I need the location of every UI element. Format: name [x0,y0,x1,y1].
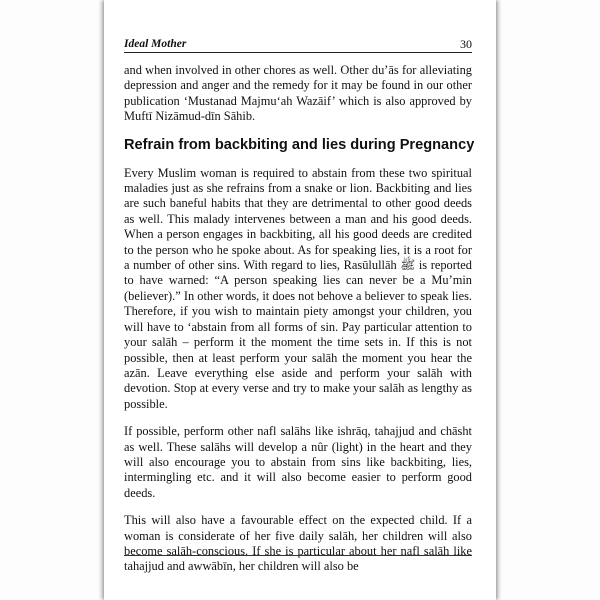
page-number: 30 [460,37,472,51]
book-page [104,0,496,600]
section-heading: Refrain from backbiting and lies during Pregnancy [124,136,475,153]
body-paragraph-3: This will also have a favourable effect on the expected child. If a woman is considerate of her five daily salāh, her children will also become salāh-conscious. If she is particular about her nafl salāh like tahajjud and awwābīn, her children will also be [124,513,472,574]
body-paragraph-1: Every Muslim woman is required to abstain from these two spiritual maladies just as she refrains from a snake or lion. Backbiting and lies are such baneful habits that they are detrimental to other good deeds as well. This malady intervenes between a man and his good deeds. When a person engages in backbiting, all his good deeds are credited to the person who he spoke about. As for speaking lies, it is a root for a number of other sins. With regard to lies, Rasūlullāh ﷺ is reported to have warned: “A person speaking lies can never be a Mu’min (believer).” In other words, it does not behove a believer to speak lies. Therefore, if you wish to maintain piety amongst your children, you will have to ‘abstain from all forms of sin. Pay particular attention to your salāh – perform it the moment the time sets in. If this is not possible, then at least perform your salāh the moment you hear the azān. Leave everything else aside and perform your salāh with devotion. Stop at every verse and try to make your salāh as lengthy as possible. [124,165,473,411]
body-paragraph-2: If possible, perform other nafl salāhs like ishrāq, tahajjud and chāsht as well. These salāhs will develop a nûr (light) in the heart and they will also encourage you to abstain from sins like backbiting, lies, intermingling etc. and it will also become easier to perform good deeds. [124,424,472,500]
intro-paragraph: and when involved in other chores as well. Other du’ās for alleviating depression and anger and the remedy for it may be found in our other publication ‘Mustanad Majmu‘ah Wazāif’ which is also approved by Muftī Nizāmud-dīn Sāhib. [124,63,472,124]
paragraph-spacer [124,412,472,424]
running-header [124,38,472,53]
running-title: Ideal Mother [124,38,187,50]
paragraph-spacer [124,501,472,513]
bottom-rule [124,555,472,556]
